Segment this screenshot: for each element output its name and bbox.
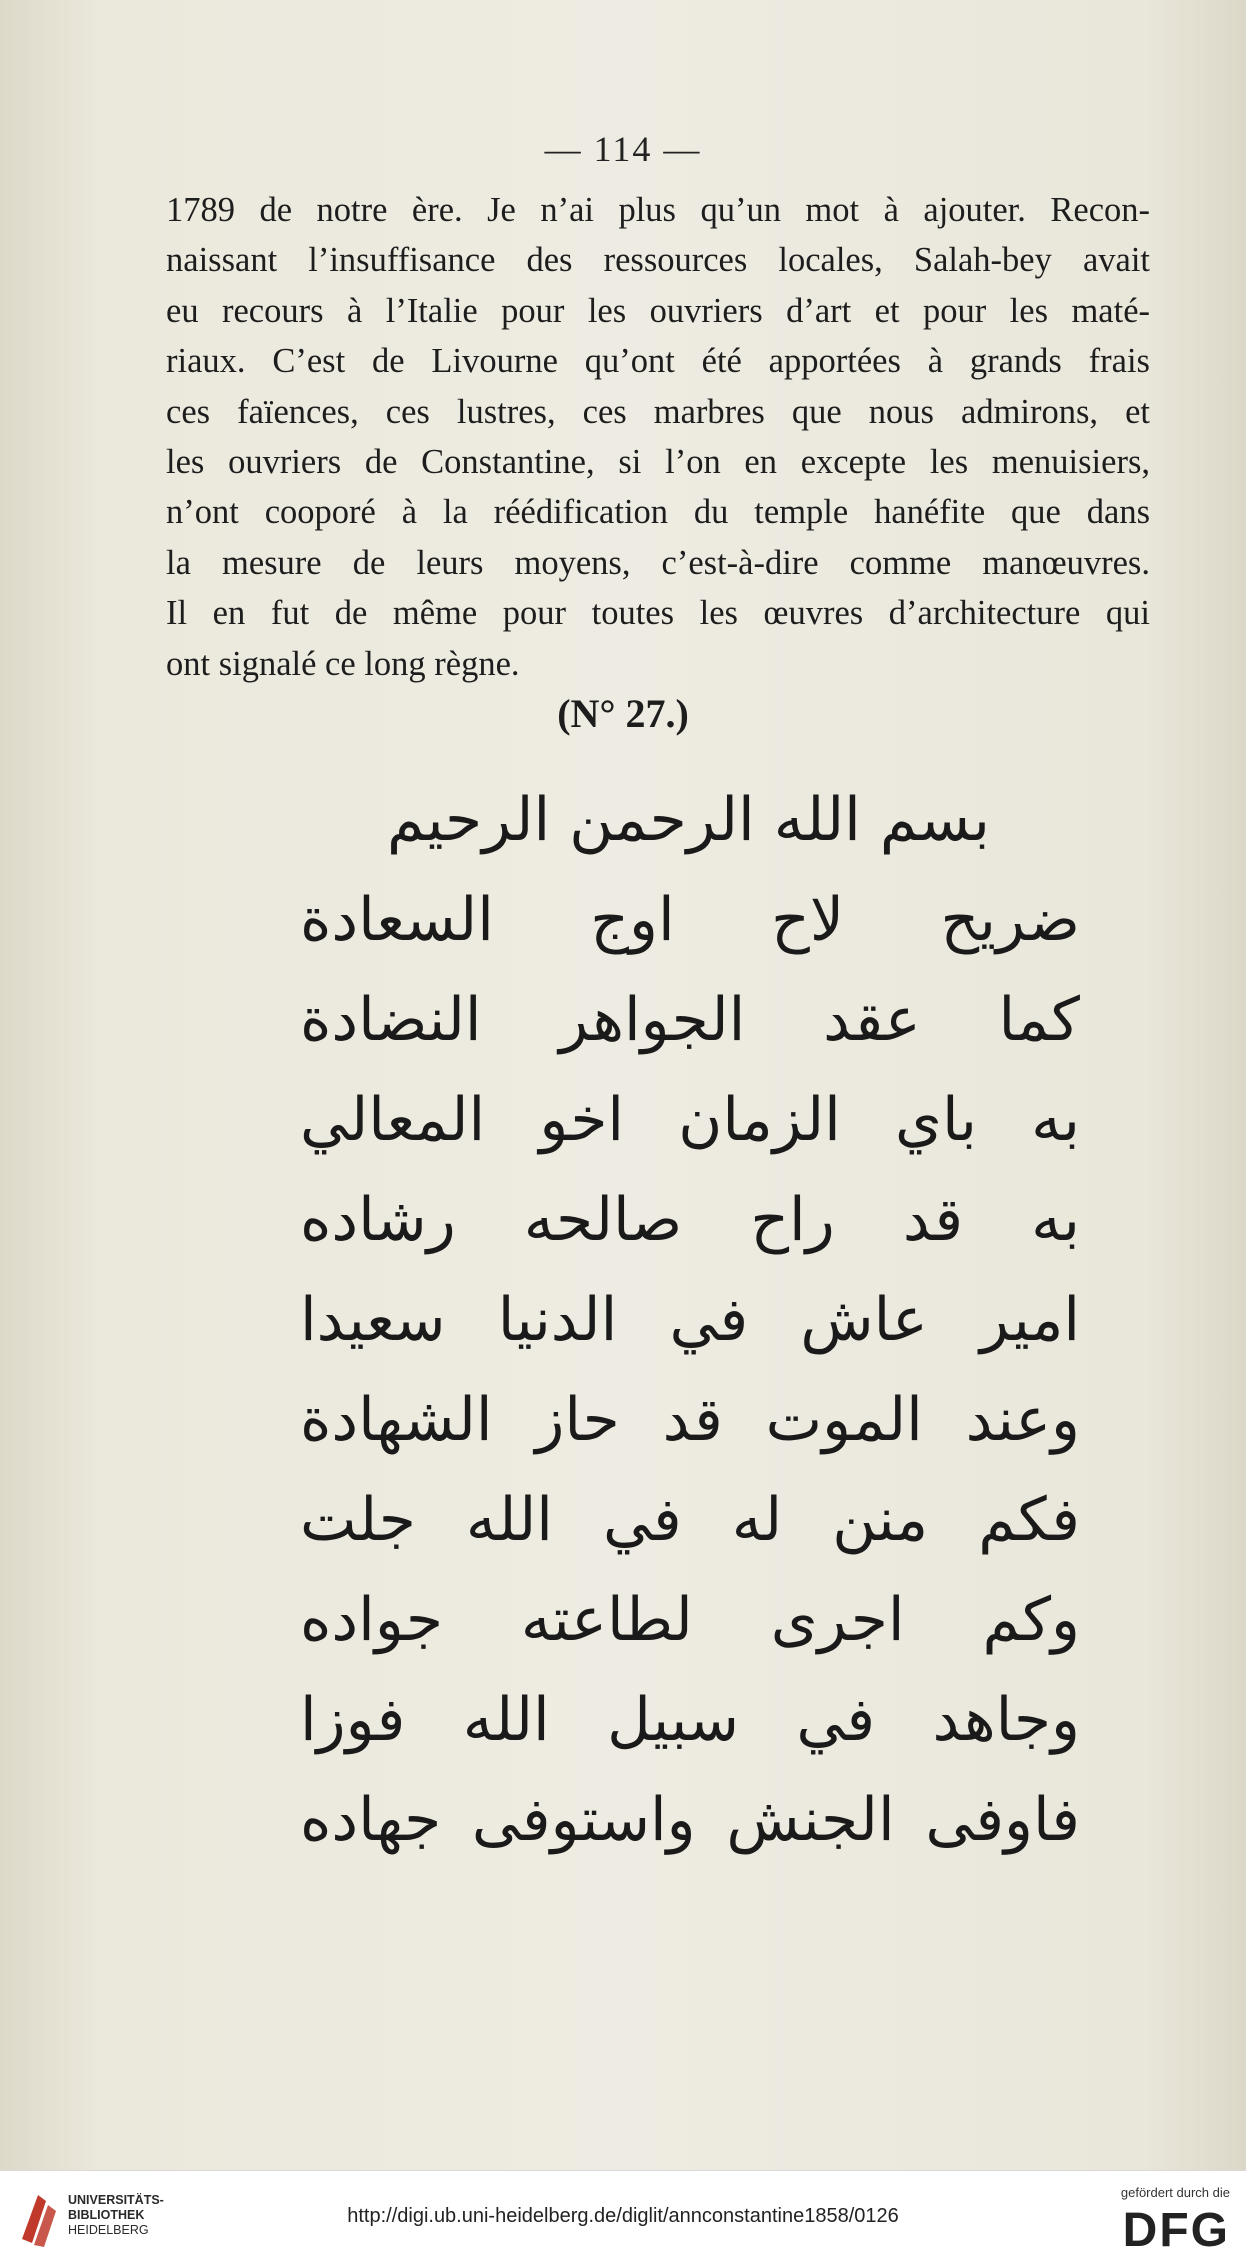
- inscription-line: به باي الزمان اخو المعالي: [300, 1085, 1080, 1155]
- funding-caption: gefördert durch die: [1120, 2185, 1230, 2200]
- inscription-line: كما عقد الجواهر النضادة: [300, 985, 1080, 1055]
- inscription-line: ضريح لاح اوج السعادة: [300, 885, 1080, 955]
- inscription-line: وعند الموت قد حاز الشهادة: [300, 1385, 1080, 1455]
- inscription-line-basmala: بسم الله الرحمن الرحيم: [386, 785, 990, 855]
- inscription-number: (N° 27.): [557, 691, 689, 736]
- library-name-line: UNIVERSITÄTS-: [68, 2193, 164, 2207]
- paragraph-line: riaux. C’est de Livourne qu’ont été apportées à grands frais: [166, 342, 1150, 381]
- paragraph-line: la mesure de leurs moyens, c’est-à-dire comme manœuvres.: [166, 543, 1150, 582]
- paragraph-line: les ouvriers de Constantine, si l’on en excepte les menuisiers,: [166, 443, 1150, 482]
- viewer-footer: [0, 2170, 1246, 2263]
- library-name-line: HEIDELBERG: [68, 2223, 149, 2237]
- paragraph-line: ces faïences, ces lustres, ces marbres que nous admirons, et: [166, 392, 1150, 431]
- dfg-logo: DFG: [1122, 2204, 1230, 2257]
- inscription-line: وجاهد في سبيل الله فوزا: [300, 1685, 1080, 1755]
- body-paragraph: [166, 185, 1150, 689]
- paragraph-line: n’ont cooporé à la réédification du temple hanéfite que dans: [166, 493, 1150, 532]
- paragraph-line: eu recours à l’Italie pour les ouvriers d’art et pour les maté-: [166, 291, 1150, 330]
- inscription-line: فكم منن له في الله جلت: [300, 1485, 1080, 1555]
- library-name-line: BIBLIOTHEK: [68, 2208, 145, 2222]
- inscription-line: به قد راح صالحه رشاده: [300, 1185, 1080, 1255]
- inscription-line: وكم اجرى لطاعته جواده: [300, 1585, 1080, 1655]
- paragraph-line: 1789 de notre ère. Je n’ai plus qu’un mot à ajouter. Recon-: [166, 191, 1150, 229]
- permalink-url[interactable]: http://digi.ub.uni-heidelberg.de/diglit/annconstantine1858/0126: [347, 2205, 899, 2227]
- page-number: — 114 —: [544, 129, 702, 169]
- arabic-inscription: [300, 770, 1080, 1870]
- paragraph-line: naissant l’insuffisance des ressources locales, Salah-bey avait: [166, 241, 1150, 280]
- inscription-line: فاوفى الجنش واستوفى جهاده: [300, 1785, 1080, 1855]
- paragraph-line: ont signalé ce long règne.: [166, 644, 520, 683]
- paragraph-line: Il en fut de même pour toutes les œuvres d’architecture qui: [166, 594, 1150, 633]
- inscription-line: امير عاش في الدنيا سعيدا: [300, 1285, 1080, 1355]
